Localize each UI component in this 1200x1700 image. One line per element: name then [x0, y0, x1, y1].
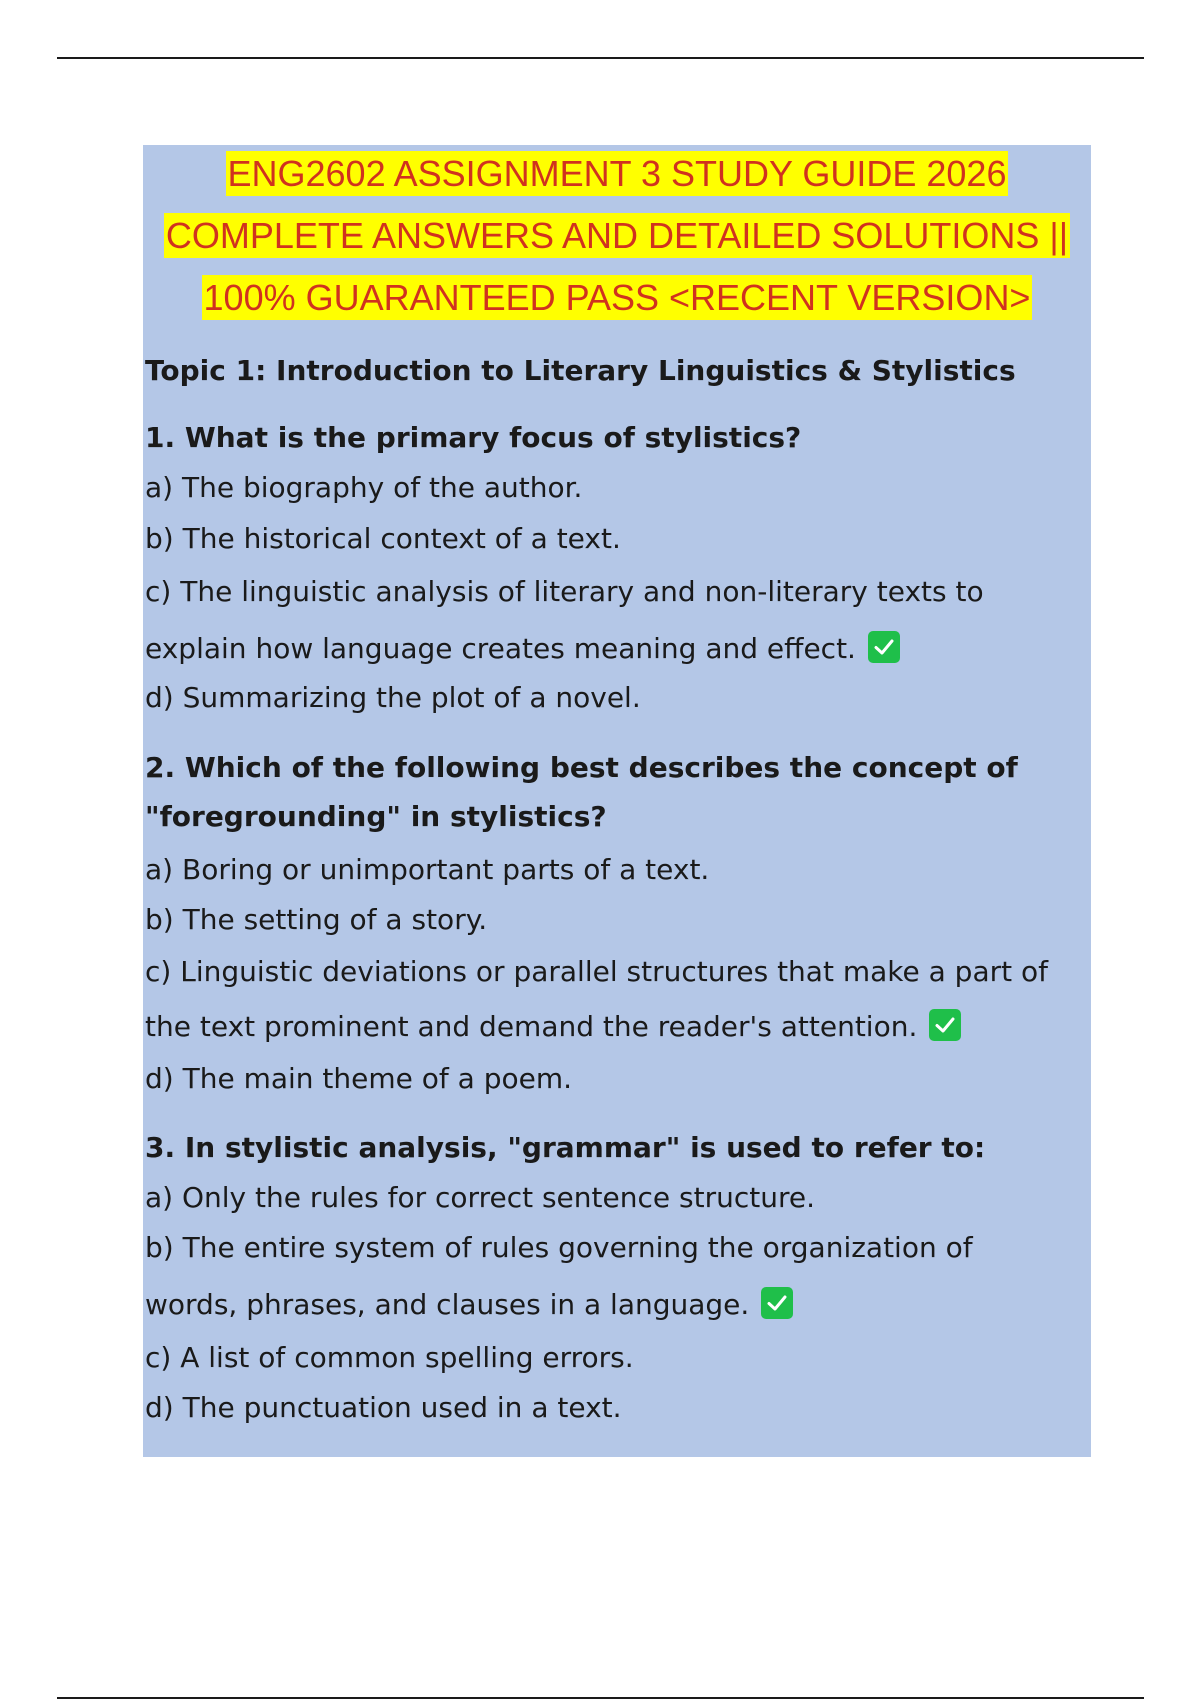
q3-option-b-line2 — [145, 1287, 793, 1322]
q2-option-c-line2-text: the text prominent and demand the reader's attention. — [145, 1010, 918, 1043]
q2-option-a: a) Boring or unimportant parts of a text. — [145, 853, 710, 886]
q3-option-c: c) A list of common spelling errors. — [145, 1341, 634, 1374]
q1-option-a: a) The biography of the author. — [145, 471, 583, 504]
q2-option-b: b) The setting of a story. — [145, 903, 488, 936]
q1-option-b: b) The historical context of a text. — [145, 522, 621, 555]
q3-option-b-line1: b) The entire system of rules governing the organization of — [145, 1231, 973, 1264]
q2-option-d: d) The main theme of a poem. — [145, 1062, 573, 1095]
q1-option-c-line2-text: explain how language creates meaning and effect. — [145, 632, 856, 665]
top-rule — [57, 57, 1144, 59]
content-panel — [143, 145, 1091, 1457]
q3-option-d: d) The punctuation used in a text. — [145, 1391, 622, 1424]
q3-option-b-line2-text: words, phrases, and clauses in a language. — [145, 1288, 750, 1321]
check-mark-icon — [868, 631, 900, 663]
q1-option-d: d) Summarizing the plot of a novel. — [145, 681, 641, 714]
question-2-line2: "foregrounding" in stylistics? — [145, 800, 607, 833]
check-mark-icon — [761, 1287, 793, 1319]
title-line-3: 100% GUARANTEED PASS <RECENT VERSION> — [203, 277, 1031, 318]
check-mark-icon — [929, 1009, 961, 1041]
title-line-2: COMPLETE ANSWERS AND DETAILED SOLUTIONS || — [165, 215, 1069, 256]
question-3: 3. In stylistic analysis, "grammar" is used to refer to: — [145, 1131, 986, 1164]
question-2-line1: 2. Which of the following best describes the concept of — [145, 751, 1018, 784]
title-line-1: ENG2602 ASSIGNMENT 3 STUDY GUIDE 2026 — [227, 153, 1007, 194]
q1-option-c-line1: c) The linguistic analysis of literary and non-literary texts to — [145, 575, 984, 608]
q1-option-c-line2 — [145, 631, 900, 666]
bottom-rule — [57, 1697, 1144, 1699]
question-1: 1. What is the primary focus of stylistics? — [145, 421, 802, 454]
q2-option-c-line2 — [145, 1009, 961, 1044]
q2-option-c-line1: c) Linguistic deviations or parallel structures that make a part of — [145, 955, 1048, 988]
q3-option-a: a) Only the rules for correct sentence structure. — [145, 1181, 815, 1214]
topic-heading: Topic 1: Introduction to Literary Linguistics & Stylistics — [145, 354, 1016, 387]
